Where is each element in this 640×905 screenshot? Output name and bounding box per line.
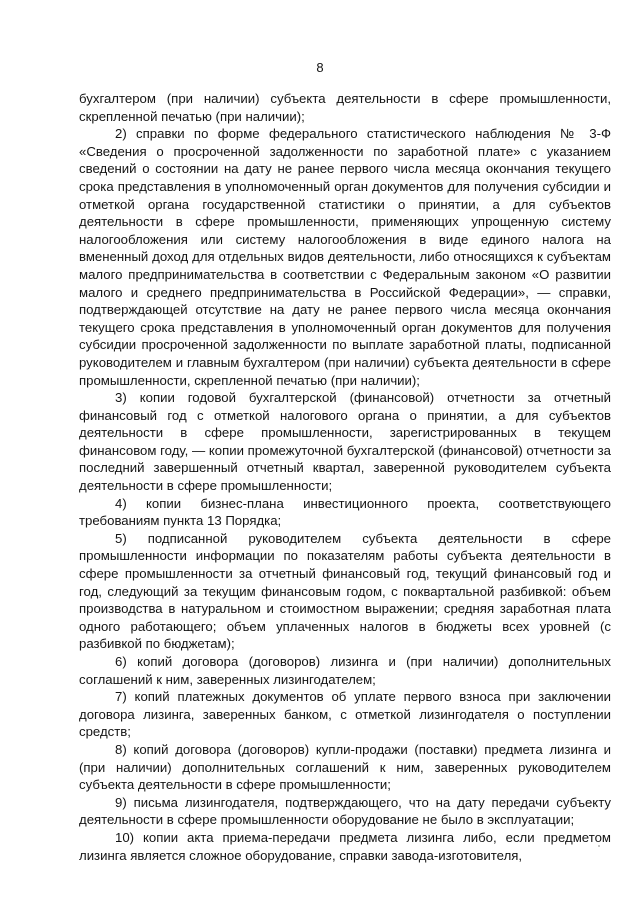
paragraph-item-10: 10) копии акта приема-передачи предмета лизинга либо, если предметом лизинга является сложное оборудование, справки завода-изготовителя,	[79, 829, 611, 863]
paragraph-item-3: 3) копии годовой бухгалтерской (финансовой) отчетности за отчетный финансовый год с отметкой налогового органа о принятии, а для субъектов деятельности в сфере промышленности, зарегистрированных в текущем финансовом году, — копии промежуточной бухгалтерской (финансовой) отчетности за последний завершенный отчетный квартал, заверенной руководителем субъекта деятельности в сфере промышленности;	[79, 390, 611, 494]
paragraph-item-2: 2) справки по форме федерального статистического наблюдения № 3-Ф «Сведения о просроченной задолженности по заработной плате» с указанием сведений о состоянии на дату не ранее первого числа месяца окончания текущего срока представления в уполномоченный орган документов для получения субсидии и отметкой органа государственной статистики о принятии, а для субъектов деятельности в сфере промышленности, применяющих упрощенную систему налогообложения или систему налогообложения в виде единого налога на вмененный доход для отдельных видов деятельности, либо относящихся к субъектам малого предпринимательства в соответствии с Федеральным законом «О развитии малого и среднего предпринимательства в Российской Федерации», — справки, подтверждающей отсутствие на дату не ранее первого числа месяца окончания текущего срока представления в уполномоченный орган документов для получения субсидии просроченной задолженности по выплате заработной платы, подписанной руководителем и главным бухгалтером (при наличии) субъекта деятельности в сфере промышленности, скрепленной печатью (при наличии);	[79, 126, 611, 388]
paragraph-item-6: 6) копий договора (договоров) лизинга и (при наличии) дополнительных соглашений к ним, заверенных лизингодателем;	[79, 654, 611, 687]
paragraph-item-7: 7) копий платежных документов об уплате первого взноса при заключении договора лизинга, заверенных банком, с отметкой лизингодателя о поступлении средств;	[79, 689, 611, 740]
document-body	[79, 90, 611, 864]
paragraph-item-8: 8) копий договора (договоров) купли-продажи (поставки) предмета лизинга и (при наличии) дополнительных соглашений к ним, заверенных руководителем субъекта деятельности в сфере промышленности;	[79, 741, 611, 793]
paragraph-continuation: бухгалтером (при наличии) субъекта деятельности в сфере промышленности, скрепленной печатью (при наличии);	[79, 91, 611, 124]
page-number: 8	[316, 60, 324, 75]
scan-speck	[598, 845, 600, 847]
paragraph-item-4: 4) копии бизнес-плана инвестиционного проекта, соответствующего требованиям пункта 13 Порядка;	[79, 495, 611, 529]
paragraph-item-5: 5) подписанной руководителем субъекта деятельности в сфере промышленности информации по показателям работы субъекта деятельности в сфере промышленности за отчетный финансовый год, текущий финансовый год и год, следующий за текущим финансовым годом, с поквартальной разбивкой: объем производства в натуральном и стоимостном выражении; средняя заработная плата одного работающего; объем уплаченных налогов в бюджеты всех уровней (с разбивкой по бюджетам);	[79, 530, 611, 652]
paragraph-item-9: 9) письма лизингодателя, подтверждающего, что на дату передачи субъекту деятельности в сфере промышленности оборудование не было в эксплуатации;	[79, 794, 611, 828]
